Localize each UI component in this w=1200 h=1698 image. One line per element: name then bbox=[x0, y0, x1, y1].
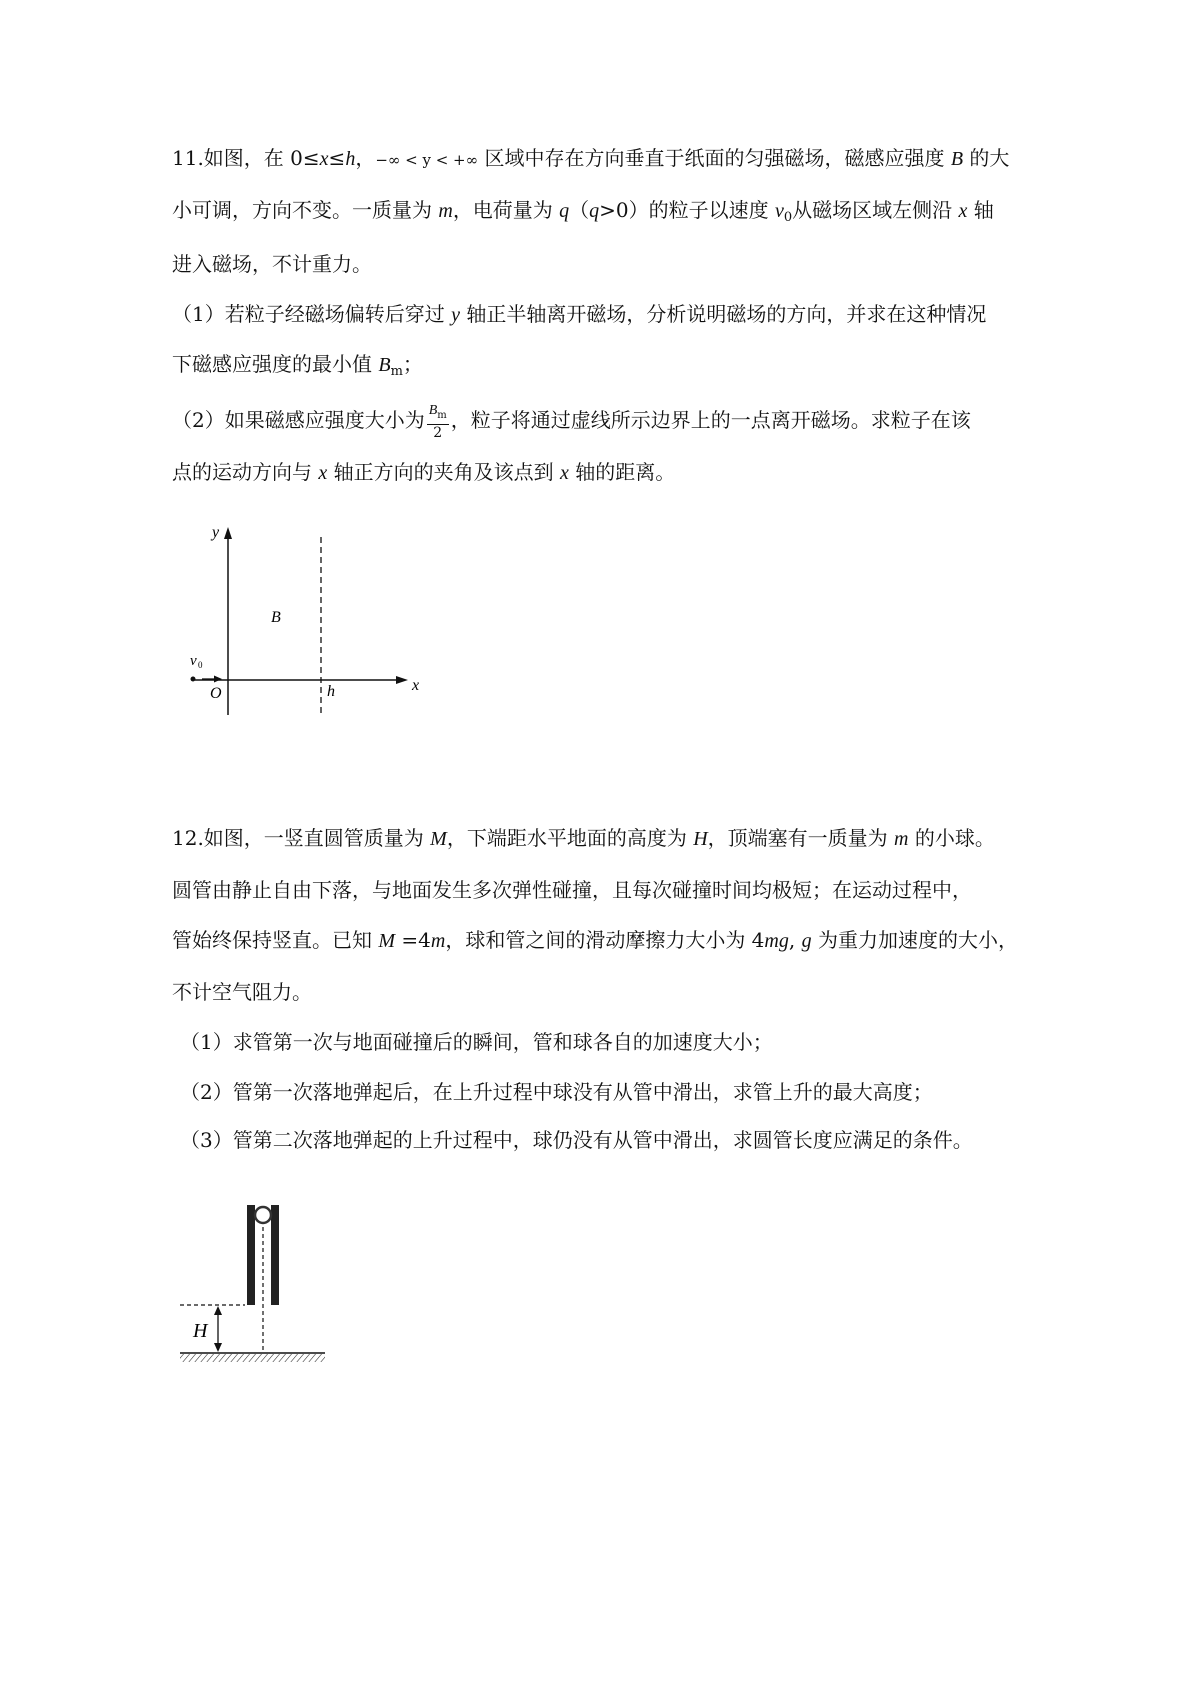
text: ，下端距水平地面的高度为 bbox=[446, 826, 694, 850]
var: mg bbox=[764, 930, 789, 952]
text: 轴正方向的夹角及该点到 bbox=[327, 460, 560, 484]
var: x bbox=[958, 200, 968, 222]
q11-part-1-line-2 bbox=[172, 350, 423, 386]
subscript: m bbox=[437, 410, 447, 421]
var: M bbox=[378, 930, 396, 952]
ball bbox=[255, 1207, 271, 1223]
var: H bbox=[693, 828, 708, 850]
text: （1）若粒子经磁场偏转后穿过 bbox=[172, 302, 452, 326]
var: m bbox=[438, 200, 453, 222]
text: 的小球。 bbox=[908, 826, 995, 850]
text: 从磁场区域左侧沿 bbox=[792, 198, 959, 222]
q12-stem-line-2: 圆管由静止自由下落，与地面发生多次弹性碰撞，且每次碰撞时间均极短；在运动过程中， bbox=[172, 878, 972, 902]
text: =4 bbox=[395, 928, 431, 952]
text: 12.如图，一竖直圆管质量为 bbox=[172, 826, 431, 850]
q12-stem-line-3 bbox=[172, 926, 1018, 955]
q11-part-2-line-1 bbox=[172, 402, 971, 441]
field-label: B bbox=[271, 609, 281, 626]
velocity-label: v bbox=[190, 653, 197, 669]
var: g bbox=[801, 930, 812, 952]
q12-stem-line-1 bbox=[172, 824, 995, 853]
falling-tube-figure bbox=[175, 1185, 335, 1375]
text: ≤ bbox=[328, 146, 346, 170]
text: , bbox=[788, 928, 802, 952]
var: y bbox=[451, 304, 460, 326]
y-axis-label: y bbox=[212, 524, 220, 541]
y-range: −∞ < y < +∞ bbox=[375, 151, 479, 169]
q12-part-1: （1）求管第一次与地面碰撞后的瞬间，管和球各自的加速度大小； bbox=[180, 1030, 773, 1054]
y-axis-arrow bbox=[224, 527, 232, 539]
x-axis-arrow bbox=[396, 676, 408, 684]
magnetic-field-figure bbox=[180, 515, 440, 725]
var: B bbox=[378, 354, 391, 376]
q11-stem-line-2 bbox=[172, 196, 994, 232]
h-label: h bbox=[327, 683, 335, 700]
var: q bbox=[559, 200, 570, 222]
subscript: m bbox=[390, 364, 403, 379]
tube-right-wall bbox=[271, 1205, 279, 1305]
var: q bbox=[589, 200, 600, 222]
text: ， bbox=[355, 146, 376, 170]
denominator: 2 bbox=[433, 425, 443, 441]
text: ，粒子将通过虚线所示边界上的一点离开磁场。求粒子在该 bbox=[450, 408, 971, 432]
q11-stem-line-1 bbox=[172, 144, 1009, 174]
origin-label: O bbox=[210, 685, 222, 702]
text: 点的运动方向与 bbox=[172, 460, 319, 484]
var: B bbox=[950, 148, 964, 170]
q12-stem-line-4: 不计空气阻力。 bbox=[172, 980, 312, 1004]
ground-hatching bbox=[180, 1354, 325, 1362]
x-axis-label: x bbox=[412, 677, 420, 694]
text: 轴 bbox=[967, 198, 994, 222]
text: 11.如图，在 0≤ bbox=[172, 146, 320, 170]
velocity-arrowhead bbox=[214, 676, 222, 683]
q12-part-3: （3）管第二次落地弹起的上升过程中，球仍没有从管中滑出，求圆管长度应满足的条件。 bbox=[180, 1128, 973, 1152]
text: ，球和管之间的滑动摩擦力大小为 4 bbox=[445, 928, 765, 952]
text: 小可调，方向不变。一质量为 bbox=[172, 198, 439, 222]
text: （2）如果磁感应强度大小为 bbox=[172, 408, 425, 432]
height-label: H bbox=[193, 1320, 208, 1342]
var: x bbox=[559, 462, 569, 484]
var: v bbox=[775, 200, 784, 222]
text: 区域中存在方向垂直于纸面的匀强磁场，磁感应强度 bbox=[478, 146, 951, 170]
text: ，电荷量为 bbox=[452, 198, 560, 222]
q12-part-2: （2）管第一次落地弹起后，在上升过程中球没有从管中滑出，求管上升的最大高度； bbox=[180, 1080, 933, 1104]
text: 轴正半轴离开磁场，分析说明磁场的方向，并求在这种情况 bbox=[459, 302, 987, 326]
fraction bbox=[427, 402, 449, 441]
text: ； bbox=[402, 352, 423, 376]
q11-part-1-line-1 bbox=[172, 300, 986, 329]
tube-left-wall bbox=[247, 1205, 255, 1305]
var: m bbox=[430, 930, 446, 952]
text: 下磁感应强度的最小值 bbox=[172, 352, 379, 376]
text: 轴的距离。 bbox=[568, 460, 676, 484]
text: ，顶端塞有一质量为 bbox=[707, 826, 895, 850]
var: h bbox=[345, 148, 356, 170]
var: x bbox=[318, 462, 328, 484]
text: 的大 bbox=[963, 146, 1010, 170]
height-arrow-up bbox=[214, 1306, 222, 1315]
particle-dot bbox=[191, 677, 196, 682]
subscript: 0 bbox=[783, 210, 793, 225]
text: 为重力加速度的大小， bbox=[811, 928, 1018, 952]
var: x bbox=[319, 148, 329, 170]
q11-stem-line-3: 进入磁场，不计重力。 bbox=[172, 252, 372, 276]
text: >0）的粒子以速度 bbox=[599, 198, 776, 222]
var: B bbox=[428, 403, 438, 418]
text: （ bbox=[569, 198, 590, 222]
q11-part-2-line-2 bbox=[172, 458, 675, 487]
height-arrow-down bbox=[214, 1343, 222, 1352]
velocity-subscript: 0 bbox=[198, 660, 203, 670]
var: M bbox=[430, 828, 447, 850]
var: m bbox=[894, 828, 909, 850]
text: 管始终保持竖直。已知 bbox=[172, 928, 379, 952]
